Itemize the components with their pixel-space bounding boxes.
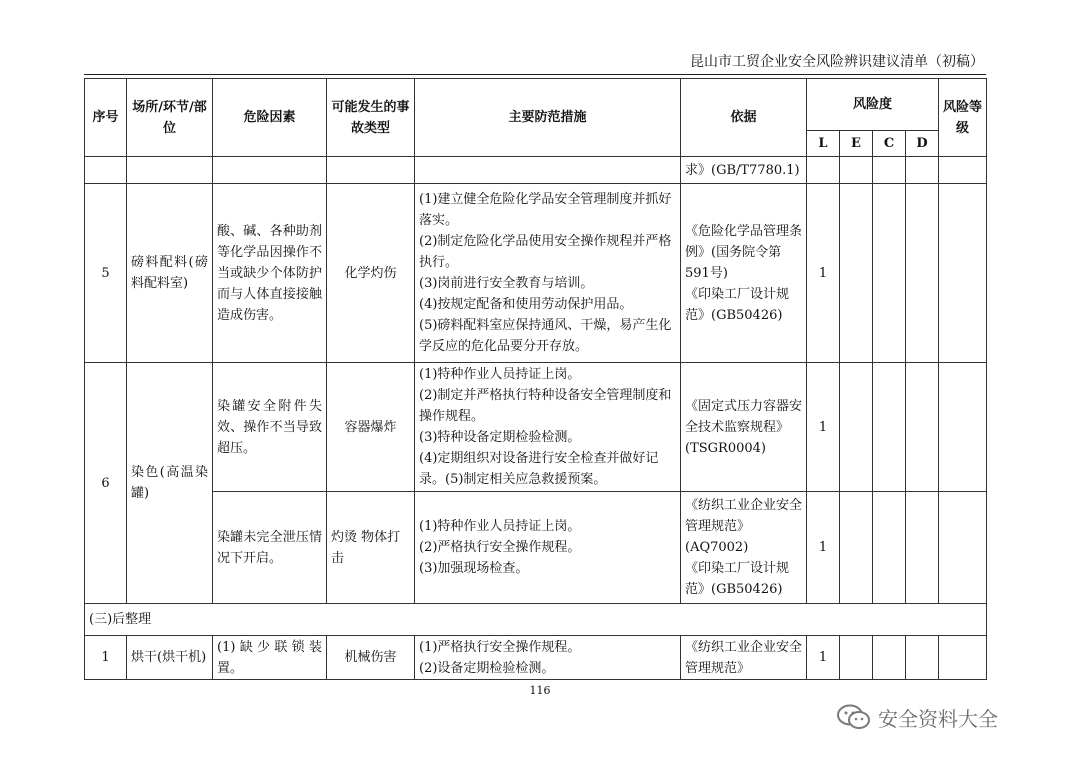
row-hazard: (1)缺少联锁装置。 <box>213 636 327 680</box>
row-D <box>906 184 939 363</box>
basis-cell: 求》(GB/T7780.1) <box>681 157 807 184</box>
document-title: 昆山市工贸企业安全风险辨识建议清单（初稿） <box>690 54 984 70</box>
row-L: 1 <box>807 636 840 680</box>
risk-table <box>84 78 987 680</box>
header-hazard: 危险因素 <box>213 79 327 157</box>
row-place: 磅料配料(磅料配料室) <box>127 184 213 363</box>
watermark-text: 安全资料大全 <box>878 706 998 731</box>
section-title: (三)后整理 <box>85 604 987 636</box>
table-row <box>85 363 987 492</box>
row-level <box>939 184 987 363</box>
table-row <box>85 157 987 184</box>
row-basis: 《固定式压力容器安全技术监察规程》 (TSGR0004) <box>681 363 807 492</box>
header-rule <box>84 74 986 75</box>
table-row <box>85 492 987 604</box>
row-level <box>939 492 987 604</box>
row-accident: 容器爆炸 <box>327 363 415 492</box>
wechat-icon <box>836 703 872 731</box>
row-basis: 《危险化学品管理条例》(国务院令第591号) 《印染工厂设计规范》(GB50426) <box>681 184 807 363</box>
row-accident: 机械伤害 <box>327 636 415 680</box>
row-E <box>840 363 873 492</box>
header-E: E <box>840 131 873 157</box>
row-hazard: 染罐安全附件失效、操作不当导致超压。 <box>213 363 327 492</box>
row-C <box>873 636 906 680</box>
row-hazard: 染罐未完全泄压情况下开启。 <box>213 492 327 604</box>
row-D <box>906 492 939 604</box>
page-number: 116 <box>529 684 551 697</box>
row-place: 烘干(烘干机) <box>127 636 213 680</box>
row-L: 1 <box>807 363 840 492</box>
row-L: 1 <box>807 492 840 604</box>
row-D <box>906 363 939 492</box>
row-E <box>840 184 873 363</box>
section-row <box>85 604 987 636</box>
row-accident: 灼烫 物体打击 <box>327 492 415 604</box>
row-C <box>873 363 906 492</box>
row-E <box>840 492 873 604</box>
row-L: 1 <box>807 184 840 363</box>
watermark <box>836 702 1056 732</box>
row-no: 1 <box>85 636 127 680</box>
row-level <box>939 636 987 680</box>
row-place: 染色(高温染罐) <box>127 363 213 604</box>
header-basis: 依据 <box>681 79 807 157</box>
row-measures: (1)建立健全危险化学品安全管理制度并抓好落实。 (2)制定危险化学品使用安全操作规程并严格执行。 (3)岗前进行安全教育与培训。 (4)按规定配备和使用劳动保护用品。 (5)磅料配料室应保持通风、干燥，易产生化学反应的危化品要分开存放。 <box>415 184 681 363</box>
header-risk-degree: 风险度 <box>807 79 939 131</box>
row-level <box>939 363 987 492</box>
header-place: 场所/环节/部位 <box>127 79 213 157</box>
table-row <box>85 184 987 363</box>
header-D: D <box>906 131 939 157</box>
row-basis: 《纺织工业企业安全管理规范》 <box>681 636 807 680</box>
header-measures: 主要防范措施 <box>415 79 681 157</box>
row-D <box>906 636 939 680</box>
header-no: 序号 <box>85 79 127 157</box>
header-C: C <box>873 131 906 157</box>
row-basis: 《纺织工业企业安全管理规范》 (AQ7002) 《印染工厂设计规范》(GB50426) <box>681 492 807 604</box>
table-row <box>85 636 987 680</box>
row-no: 6 <box>85 363 127 604</box>
row-measures: (1)特种作业人员持证上岗。 (2)严格执行安全操作规程。 (3)加强现场检查。 <box>415 492 681 604</box>
row-no: 5 <box>85 184 127 363</box>
row-measures: (1)严格执行安全操作规程。 (2)设备定期检验检测。 <box>415 636 681 680</box>
row-measures: (1)特种作业人员持证上岗。 (2)制定并严格执行特种设备安全管理制度和操作规程。 (3)特种设备定期检验检测。 (4)定期组织对设备进行安全检查并做好记录。(5)制定相关应急救援预案。 <box>415 363 681 492</box>
row-hazard: 酸、碱、各种助剂等化学品因操作不当或缺少个体防护而与人体直接接触造成伤害。 <box>213 184 327 363</box>
row-accident: 化学灼伤 <box>327 184 415 363</box>
header-accident: 可能发生的事故类型 <box>327 79 415 157</box>
row-C <box>873 184 906 363</box>
row-E <box>840 636 873 680</box>
row-C <box>873 492 906 604</box>
header-level: 风险等级 <box>939 79 987 157</box>
header-L: L <box>807 131 840 157</box>
